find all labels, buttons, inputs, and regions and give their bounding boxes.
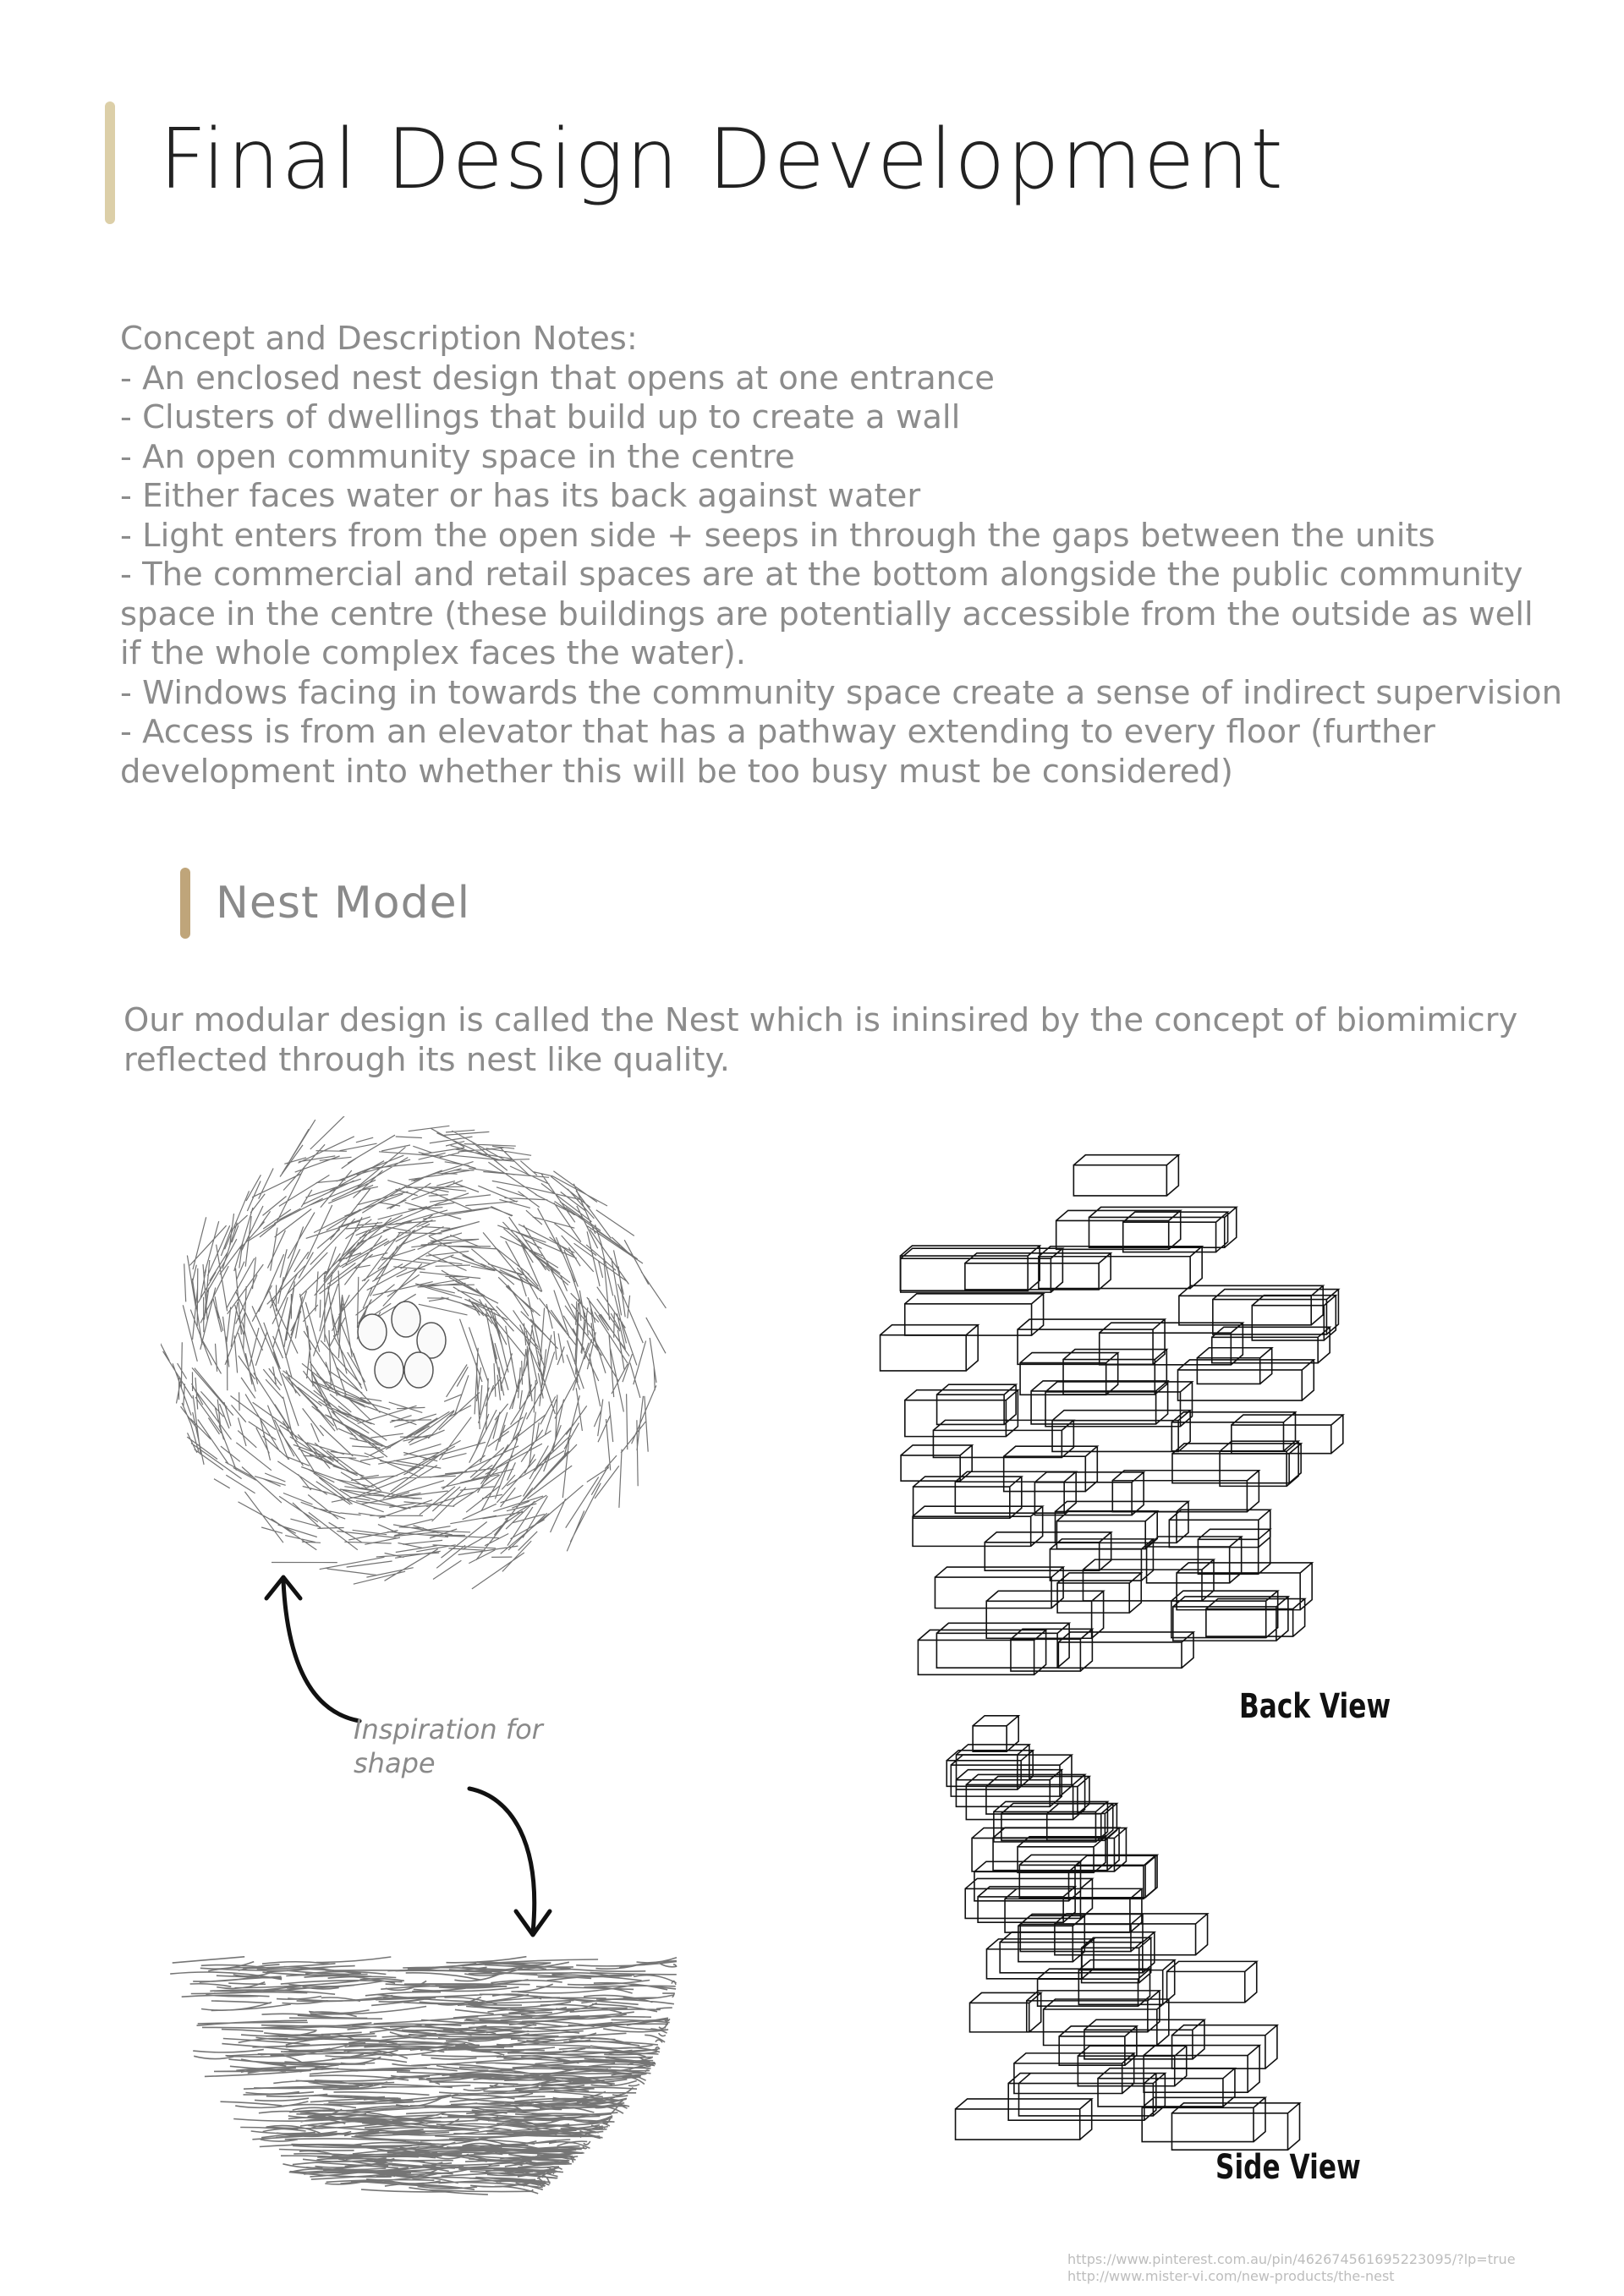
back-view-wireframe: [846, 1150, 1370, 1691]
arrow-down-icon: [461, 1776, 562, 1945]
nest-woven-twigs: [170, 1957, 677, 2195]
side-view-caption: Side View: [1215, 2148, 1361, 2187]
nest-side-view-illustration: [152, 1928, 694, 2216]
section-title: Nest Model: [216, 878, 471, 929]
note-line: - The commercial and retail spaces are at the bottom alongside the public community space in the centre (these buildings are potentially accessible from the outside as well if the whole complex faces the water).: [120, 556, 1533, 672]
note-line: - Either faces water or has its back against water: [120, 477, 921, 515]
egg: [375, 1352, 403, 1388]
egg: [392, 1301, 420, 1337]
note-line: - Light enters from the open side + seeps in through the gaps between the units: [120, 516, 1435, 555]
wireframe-modules: [946, 1716, 1299, 2150]
inspiration-label: Inspiration for shape: [354, 1713, 543, 1779]
note-line: - Access is from an elevator that has a pathway extending to every floor (further development into whether this will be too busy must be considered): [120, 713, 1435, 791]
side-view-wireframe: [909, 1700, 1349, 2156]
back-view-caption: Back View: [1239, 1687, 1391, 1726]
source-link[interactable]: http://www.mister-vi.com/new-products/the-nest: [1067, 2268, 1395, 2284]
page-title: Final Design Development: [159, 112, 1285, 208]
wireframe-modules: [881, 1155, 1343, 1675]
note-line: - An enclosed nest design that opens at one entrance: [120, 359, 995, 397]
source-links: [1067, 2251, 1516, 2285]
section-accent-bar: [180, 868, 190, 939]
egg: [404, 1352, 433, 1388]
egg: [358, 1314, 387, 1350]
nest-twigs: [161, 1116, 666, 1589]
nest-top-view-illustration: [161, 1116, 668, 1590]
concept-notes: [120, 320, 1562, 792]
notes-heading: Concept and Description Notes:: [120, 320, 638, 358]
note-line: - An open community space in the centre: [120, 437, 795, 476]
note-line: - Clusters of dwellings that build up to create a wall: [120, 398, 961, 436]
title-accent-bar: [105, 101, 115, 224]
arrow-up-icon: [262, 1564, 372, 1734]
source-link[interactable]: https://www.pinterest.com.au/pin/462674561695223095/?lp=true: [1067, 2251, 1516, 2267]
note-line: - Windows facing in towards the community space create a sense of indirect supervision: [120, 673, 1562, 712]
section-intro: Our modular design is called the Nest which is ininsired by the concept of biomimicry reflected through its nest like quality.: [123, 1001, 1518, 1079]
